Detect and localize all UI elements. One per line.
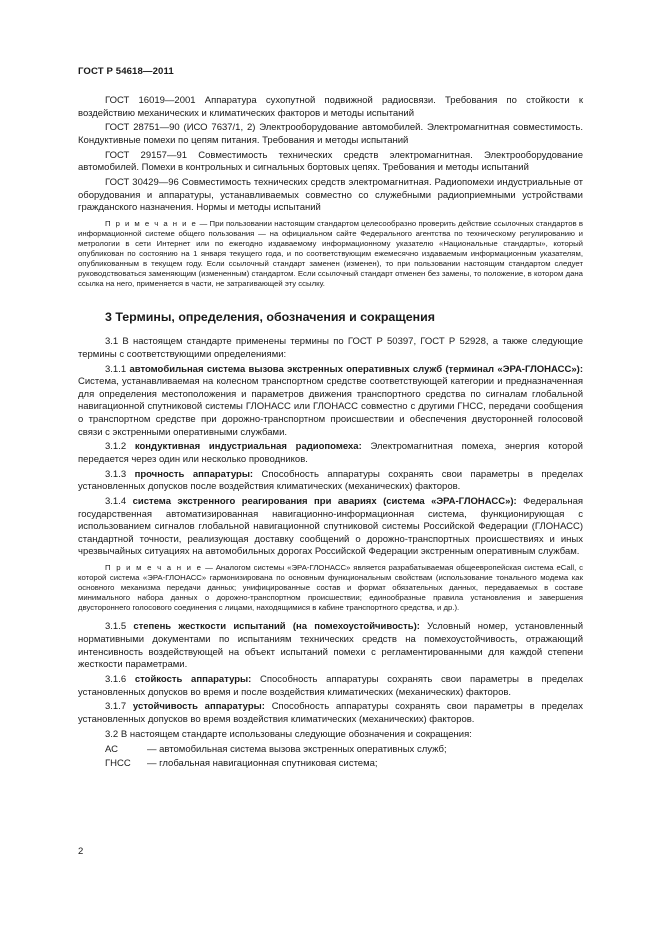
definition-3-1-5 <box>78 621 583 671</box>
definition-3-1-4 <box>78 496 583 559</box>
clause-number: 3.1.3 <box>105 468 135 480</box>
definition-3-1-6 <box>78 674 583 699</box>
definition-note <box>78 563 583 613</box>
definition: Федеральная государственная автоматизированная навигационно-информационная система, функционирующая с использованием сигналов глобальной навигационной спутниковой системы Российской Федерации (ГЛОНАСС) стандартной точности, реализующая доставку сообщений о дорожно-транспортных происшествиях и иных чрезвычайных ситуациях на автомобильных дорогах Российской Федерации экстренным оперативным службам. <box>78 496 584 558</box>
definition: Способность аппаратуры сохранять свои параметры в пределах установленных допусков во время воздействия климатических (механических) факторов. <box>78 701 583 725</box>
abbreviation-code: ГНСС <box>105 757 131 769</box>
reference-item: ГОСТ 29157—91 Совместимость технических средств электромагнитная. Электрооборудование автомобилей. Помехи в контрольных и сигнальных бортовых цепях. Требования и методы испытаний <box>78 149 583 174</box>
clause-number: 3.1.2 <box>105 441 135 453</box>
reference-item: ГОСТ 30429—96 Совместимость технических средств электромагнитная. Радиопомехи индустриальные от оборудования и аппаратуры, устанавливаемых совместно со служебными радиоприемными устройствами гражданского назначения. Нормы и методы испытаний <box>78 177 583 214</box>
abbreviation-definition: — автомобильная система вызова экстренных оперативных служб; <box>147 743 447 755</box>
clause-number: 3.1.1 <box>105 363 130 375</box>
note-text: — При пользовании настоящим стандартом целесообразно проверить действие ссылочных стандартов в информационной системе общего пользования — на официальном сайте Федерального агентства по техническому регулированию и метрологии в сети Интернет или по ежегодно издаваемому информационному указателю «Национальные стандарты», который опубликован по состоянию на 1 января текущего года, и по соответствующим ежемесячно издаваемым информационным указателям, опубликованным в текущем году. Если ссылочный стандарт заменен (изменен), то при пользовании настоящим стандартом следует руководствоваться заменяющим (измененным) стандартом. Если ссылочный стандарт отменен без замены, то положение, в котором дана ссылка на него, применяется в части, не затрагивающей эту ссылку. <box>78 218 584 289</box>
term: кондуктивная индустриальная радиопомеха: <box>134 441 362 453</box>
term: автомобильная система вызова экстренных оперативных служб (терминал «ЭРА-ГЛОНАСС»): <box>129 363 583 375</box>
definition: Система, устанавливаемая на колесном транспортном средстве соответствующей категории и предназначенная для определения местоположения и параметров движения транспортного средства по сигналам глобальной навигационной спутниковой системы ГЛОНАСС или ГЛОНАСС совместно с другими ГНСС, передачи сообщения о транспортном средстве при дорожно-транспортном происшествии и обеспечения двусторонней голосовой связи с экстренными оперативными службами. <box>78 376 583 438</box>
section-heading: 3 Термины, определения, обозначения и сокращения <box>105 309 435 324</box>
reference-item: ГОСТ 16019—2001 Аппаратура сухопутной подвижной радиосвязи. Требования по стойкости к воздействию механических и климатических факторов и методы испытаний <box>78 95 583 119</box>
definition-3-1-1 <box>78 364 583 440</box>
clause-number: 3.1.5 <box>105 621 134 633</box>
term: прочность аппаратуры: <box>134 468 254 480</box>
abbreviation-row <box>105 744 583 757</box>
definition-3-1-7 <box>78 701 583 726</box>
reference-note <box>78 219 583 290</box>
term: стойкость аппаратуры: <box>134 674 252 686</box>
document-header: ГОСТ Р 54618—2011 <box>78 66 174 77</box>
note-label: П р и м е ч а н и е <box>105 218 198 228</box>
document-body <box>78 95 583 772</box>
definition: Условный номер, установленный нормативными документами по испытаниям технических средств на помехоустойчивость, отражающий интенсивность воздействующей на объект испытаний помехи с регламентированными для каждой степени жесткости параметрами. <box>78 621 583 671</box>
abbreviation-code: АС <box>105 743 118 755</box>
paragraph-3-1: 3.1 В настоящем стандарте применены термины по ГОСТ Р 50397, ГОСТ Р 52928, а также следующие термины с соответствующими определениями: <box>78 336 583 360</box>
clause-number: 3.1.4 <box>105 496 133 508</box>
abbreviation-definition: — глобальная навигационная спутниковая система; <box>147 757 378 769</box>
clause-number: 3.1.6 <box>105 674 135 686</box>
page-number: 2 <box>78 846 84 857</box>
abbreviation-row <box>105 758 583 771</box>
definition: Электромагнитная помеха, энергия которой передается через один или несколько проводников. <box>78 441 583 465</box>
definition: Способность аппаратуры сохранять свои параметры в пределах установленных допусков во время и после воздействия климатических (механических) факторов. <box>78 674 583 698</box>
term: система экстренного реагирования при авариях (система «ЭРА-ГЛОНАСС»): <box>132 496 517 508</box>
note-text: — Аналогом системы «ЭРА-ГЛОНАСС» является разрабатываемая общеевропейская система eCall, с которой система «ЭРА-ГЛОНАСС» гармонизирована по основным функциональным свойствам (использование тонального модема как основного механизма передачи данных; унифицированные состав и формат обязательных данных, передаваемых в составе минимального набора данных о дорожно-транспортном происшествии; единообразные правила установления и завершения двустороннего голосового соединения с лицами, находящимися в кабине транспортного средства, и др.). <box>78 563 583 613</box>
definition-3-1-2 <box>78 441 583 466</box>
reference-item: ГОСТ 28751—90 (ИСО 7637/1, 2) Электрооборудование автомобилей. Электромагнитная совместимость. Кондуктивные помехи по цепям питания. Требования и методы испытаний <box>78 122 583 146</box>
definition: Способность аппаратуры сохранять свои параметры в пределах установленных допусков после воздействия климатических (механических) факторов. <box>78 468 583 493</box>
definition-3-1-3 <box>78 469 583 494</box>
paragraph-3-2: 3.2 В настоящем стандарте использованы следующие обозначения и сокращения: <box>105 728 472 740</box>
term: устойчивость аппаратуры: <box>132 701 265 713</box>
note-label: П р и м е ч а н и е <box>105 563 203 572</box>
term: степень жесткости испытаний (на помехоустойчивость): <box>133 621 420 633</box>
clause-number: 3.1.7 <box>105 701 133 713</box>
